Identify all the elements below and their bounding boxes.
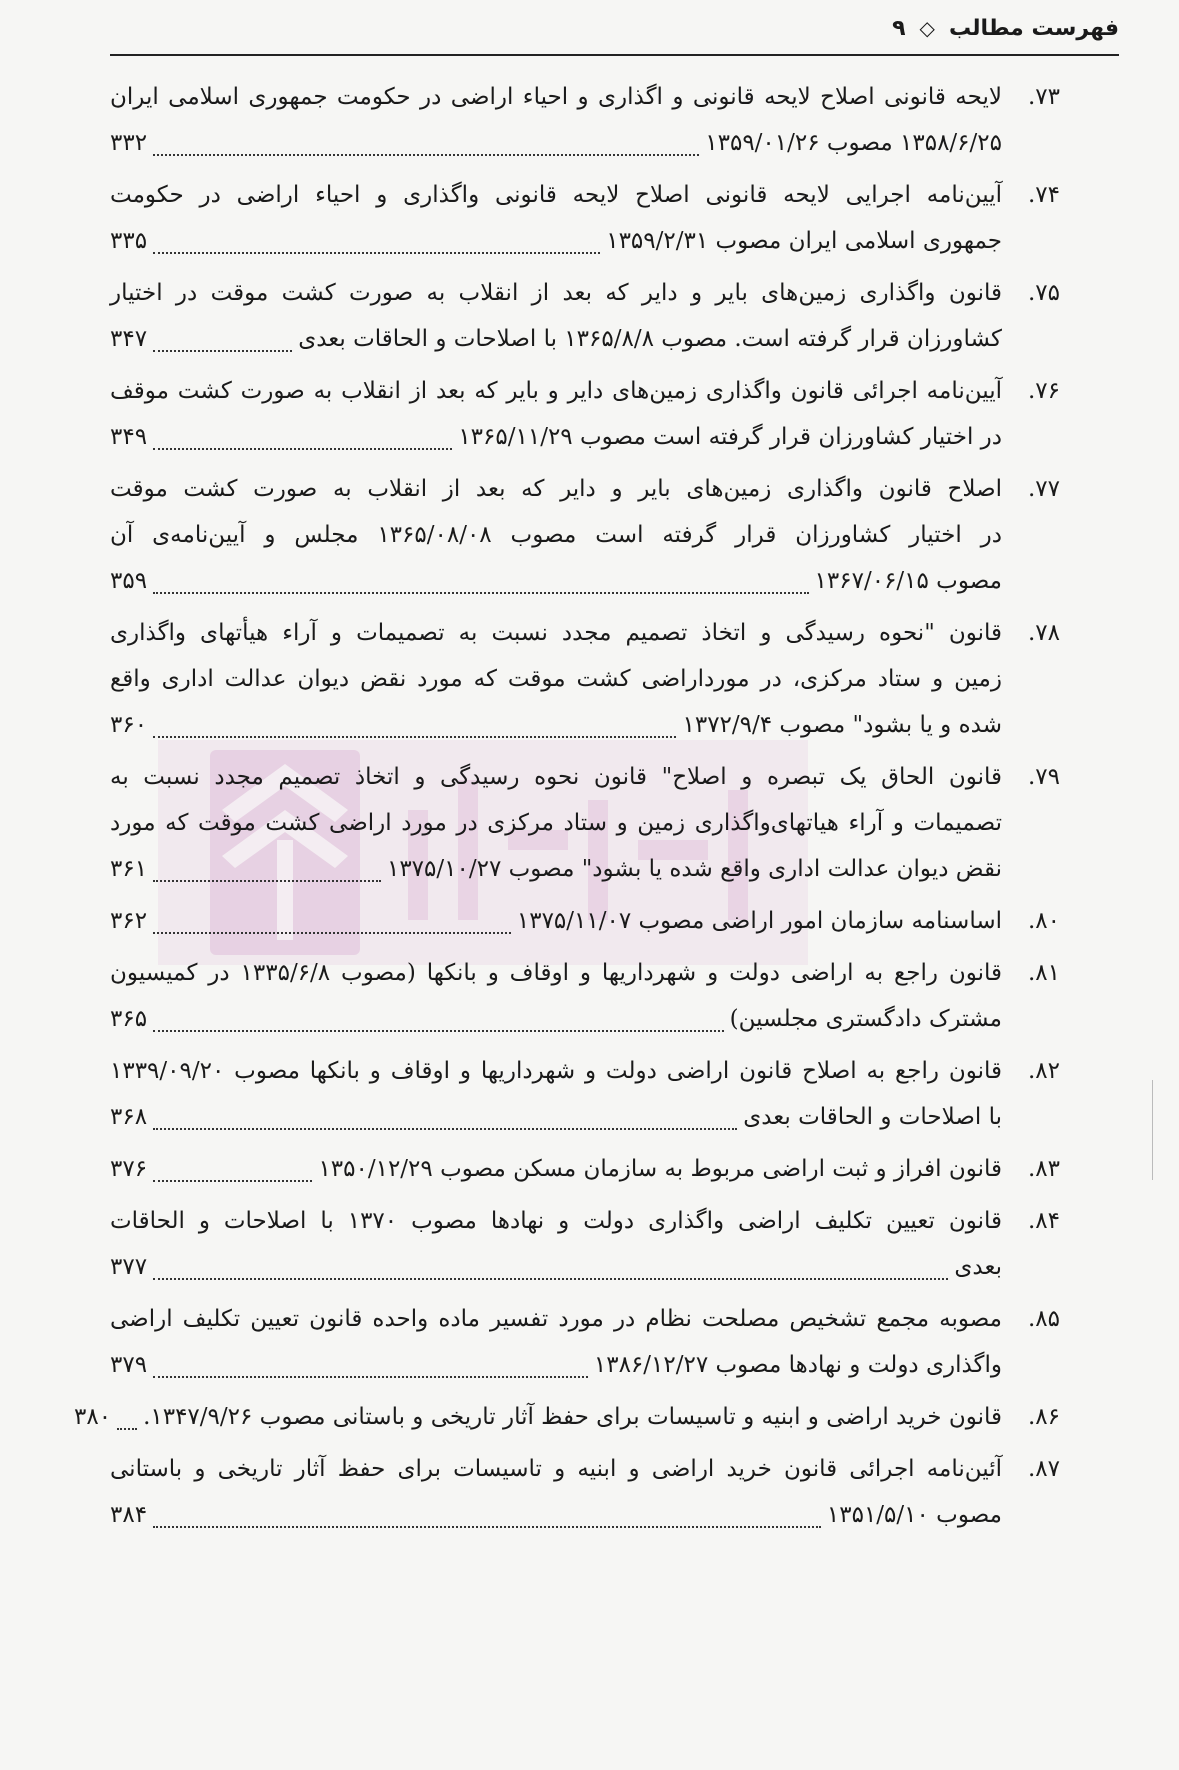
entry-title-line: آیین‌نامه اجرائی قانون واگذاری زمین‌های دایر و بایر که بعد از انقلاب به صورت کشت موقف bbox=[110, 378, 1002, 404]
entry-title-line: واگذاری دولت و نهادها مصوب ۱۳۸۶/۱۲/۲۷ bbox=[593, 1352, 1002, 1378]
entry-page-number: ۳۸۴ bbox=[110, 1502, 148, 1528]
entry-page-number: ۳۴۷ bbox=[110, 326, 148, 352]
entry-page-number: ۳۷۷ bbox=[110, 1254, 148, 1280]
dot-leader bbox=[153, 584, 808, 594]
entry-title-line: در اختیار کشاورزان قرار گرفته است مصوب ۱۳۶۵/۰۸/۰۸ مجلس و آیین‌نامه‌ی آن bbox=[110, 522, 1002, 548]
toc-entry[interactable] bbox=[110, 1198, 1060, 1290]
dot-leader bbox=[117, 1420, 137, 1430]
toc-entry[interactable] bbox=[110, 950, 1060, 1042]
dot-leader bbox=[153, 728, 676, 738]
entry-page-number: ۳۶۵ bbox=[110, 1006, 148, 1032]
entry-page-number: ۳۷۶ bbox=[110, 1156, 148, 1182]
dot-leader bbox=[153, 1270, 948, 1280]
entry-title-line: نقض دیوان عدالت اداری واقع شده یا بشود" مصوب ۱۳۷۵/۱۰/۲۷ bbox=[386, 856, 1002, 882]
margin-mark bbox=[1152, 1080, 1153, 1180]
toc-entry[interactable] bbox=[110, 1048, 1060, 1140]
entry-number: ۷۷. bbox=[1027, 476, 1060, 502]
entry-title-line: جمهوری اسلامی ایران مصوب ۱۳۵۹/۲/۳۱ bbox=[606, 228, 1002, 254]
toc-entry[interactable] bbox=[110, 74, 1060, 166]
dot-leader bbox=[153, 1022, 724, 1032]
entry-number: ۸۲. bbox=[1027, 1058, 1060, 1084]
header-rule bbox=[110, 54, 1119, 56]
entry-number: ۷۶. bbox=[1027, 378, 1060, 404]
toc-entry[interactable] bbox=[110, 1296, 1060, 1388]
dot-leader bbox=[153, 924, 511, 934]
toc-entry[interactable] bbox=[110, 610, 1060, 748]
entry-title-line: آیین‌نامه اجرایی لایحه قانونی اصلاح لایحه قانونی واگذاری و احیاء اراضی در حکومت bbox=[110, 182, 1002, 208]
entry-title-line: کشاورزان قرار گرفته است. مصوب ۱۳۶۵/۸/۸ با اصلاحات و الحاقات بعدی bbox=[298, 326, 1002, 352]
dot-leader bbox=[153, 1368, 588, 1378]
entry-number: ۷۳. bbox=[1027, 84, 1060, 110]
entry-page-number: ۳۶۱ bbox=[110, 856, 148, 882]
entry-page-number: ۳۸۰ bbox=[74, 1404, 112, 1430]
entry-title-line: آئین‌نامه اجرائی قانون خرید اراضی و ابنیه و تاسیسات برای حفظ آثار تاریخی و باستانی bbox=[110, 1456, 1002, 1482]
dot-leader bbox=[153, 146, 699, 156]
diamond-icon: ◇ bbox=[919, 16, 935, 40]
entry-number: ۸۶. bbox=[1027, 1404, 1060, 1430]
page-number: ۹ bbox=[892, 15, 906, 41]
entry-page-number: ۳۶۸ bbox=[110, 1104, 148, 1130]
toc-entry[interactable] bbox=[110, 270, 1060, 362]
dot-leader bbox=[153, 1120, 737, 1130]
entry-title-line: زمین و ستاد مرکزی، در مورداراضی کشت موقت که مورد نقض دیوان عدالت اداری واقع bbox=[110, 666, 1002, 692]
entry-title-line: اصلاح قانون واگذاری زمین‌های بایر و دایر که بعد از انقلاب به صورت کشت موقت bbox=[110, 476, 1002, 502]
toc-entry[interactable] bbox=[110, 172, 1060, 264]
entry-title-line: بعدی bbox=[954, 1254, 1002, 1280]
dot-leader bbox=[153, 342, 292, 352]
entry-page-number: ۳۳۲ bbox=[110, 130, 148, 156]
entry-title-line: قانون تعیین تکلیف اراضی واگذاری دولت و نهادها مصوب ۱۳۷۰ با اصلاحات و الحاقات bbox=[110, 1208, 1002, 1234]
entry-title-line: شده و یا بشود" مصوب ۱۳۷۲/۹/۴ bbox=[682, 712, 1002, 738]
entry-title-line: قانون الحاق یک تبصره و اصلاح" قانون نحوه رسیدگی و اتخاذ تصمیم مجدد نسبت به bbox=[110, 764, 1002, 790]
entry-title-line: تصمیمات و آراء هیاتهای‌واگذاری زمین و ستاد مرکزی در مورد اراضی کشت موقت که مورد bbox=[110, 810, 1002, 836]
entry-title-line: مصوب ۱۳۶۷/۰۶/۱۵ bbox=[814, 568, 1002, 594]
table-of-contents bbox=[74, 74, 1060, 1544]
entry-title-line: مصوبه مجمع تشخیص مصلحت نظام در مورد تفسیر ماده واحده قانون تعیین تکلیف اراضی bbox=[110, 1306, 1002, 1332]
entry-title-line: قانون خرید اراضی و ابنیه و تاسیسات برای حفظ آثار تاریخی و باستانی مصوب ۱۳۴۷/۹/۲۶. bbox=[143, 1404, 1002, 1430]
entry-page-number: ۳۶۲ bbox=[110, 908, 148, 934]
toc-entry[interactable] bbox=[110, 1146, 1060, 1192]
entry-title-line: ۱۳۵۸/۶/۲۵ مصوب ۱۳۵۹/۰۱/۲۶ bbox=[705, 130, 1002, 156]
entry-title-line: مصوب ۱۳۵۱/۵/۱۰ bbox=[826, 1502, 1002, 1528]
dot-leader bbox=[153, 440, 452, 450]
entry-page-number: ۳۶۰ bbox=[110, 712, 148, 738]
entry-number: ۷۴. bbox=[1027, 182, 1060, 208]
entry-number: ۸۰. bbox=[1027, 908, 1060, 934]
entry-number: ۷۹. bbox=[1027, 764, 1060, 790]
entry-number: ۸۳. bbox=[1027, 1156, 1060, 1182]
entry-title-line: در اختیار کشاورزان قرار گرفته است مصوب ۱۳۶۵/۱۱/۲۹ bbox=[458, 424, 1002, 450]
page-header bbox=[110, 6, 1119, 50]
entry-number: ۸۵. bbox=[1027, 1306, 1060, 1332]
entry-title-line: قانون راجع به اصلاح قانون اراضی دولت و شهرداریها و اوقاف و بانکها مصوب ۱۳۳۹/۰۹/۲۰ bbox=[110, 1058, 1002, 1084]
entry-title-line: قانون واگذاری زمین‌های بایر و دایر که بعد از انقلاب به صورت کشت موقت در اختیار bbox=[110, 280, 1002, 306]
entry-title-line: قانون افراز و ثبت اراضی مربوط به سازمان مسکن مصوب ۱۳۵۰/۱۲/۲۹ bbox=[318, 1156, 1002, 1182]
toc-entry[interactable] bbox=[110, 368, 1060, 460]
entry-title-line: مشترک دادگستری مجلسین) bbox=[729, 1006, 1002, 1032]
entry-page-number: ۳۵۹ bbox=[110, 568, 148, 594]
toc-entry[interactable] bbox=[74, 1394, 1060, 1440]
dot-leader bbox=[153, 1172, 312, 1182]
toc-entry[interactable] bbox=[110, 1446, 1060, 1538]
entry-title-line: قانون راجع به اراضی دولت و شهرداریها و اوقاف و بانکها (مصوب ۱۳۳۵/۶/۸ در کمیسیون bbox=[110, 960, 1002, 986]
dot-leader bbox=[153, 872, 381, 882]
entry-number: ۸۷. bbox=[1027, 1456, 1060, 1482]
entry-title-line: اساسنامه سازمان امور اراضی مصوب ۱۳۷۵/۱۱/۰۷ bbox=[516, 908, 1002, 934]
entry-number: ۷۸. bbox=[1027, 620, 1060, 646]
entry-number: ۷۵. bbox=[1027, 280, 1060, 306]
toc-entry[interactable] bbox=[110, 754, 1060, 892]
dot-leader bbox=[153, 1518, 821, 1528]
entry-title-line: با اصلاحات و الحاقات بعدی bbox=[743, 1104, 1002, 1130]
entry-title-line: لایحه قانونی اصلاح لایحه قانونی و اگذاری و احیاء اراضی در حکومت جمهوری اسلامی ایران bbox=[110, 84, 1002, 110]
entry-number: ۸۴. bbox=[1027, 1208, 1060, 1234]
entry-number: ۸۱. bbox=[1027, 960, 1060, 986]
dot-leader bbox=[153, 244, 600, 254]
header-title: فهرست مطالب bbox=[948, 15, 1119, 41]
toc-entry[interactable] bbox=[110, 466, 1060, 604]
entry-page-number: ۳۷۹ bbox=[110, 1352, 148, 1378]
entry-page-number: ۳۳۵ bbox=[110, 228, 148, 254]
entry-title-line: قانون "نحوه رسیدگی و اتخاذ تصمیم مجدد نسبت به تصمیمات و آراء هیأتهای واگذاری bbox=[110, 620, 1002, 646]
toc-entry[interactable] bbox=[110, 898, 1060, 944]
entry-page-number: ۳۴۹ bbox=[110, 424, 148, 450]
